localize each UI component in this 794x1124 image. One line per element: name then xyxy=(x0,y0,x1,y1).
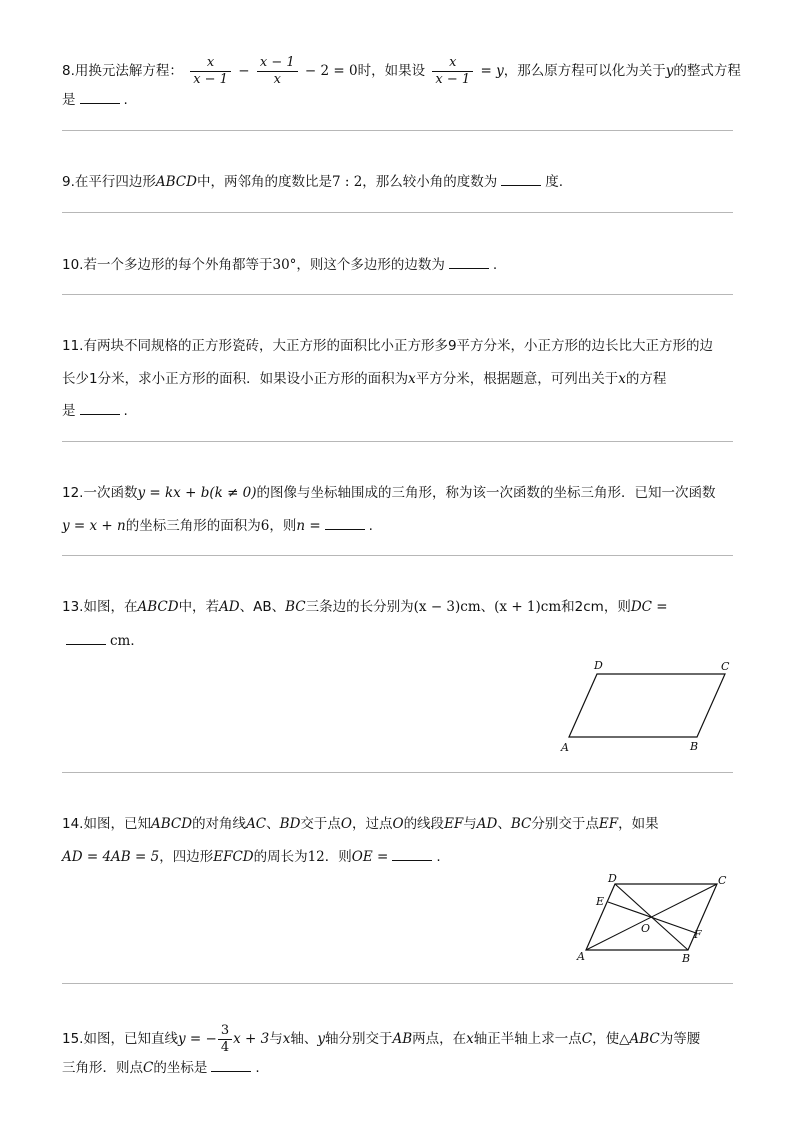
q14-perimeter: 12 xyxy=(307,849,325,865)
q15-mid3: 轴分别交于 xyxy=(324,1031,393,1048)
q12-func2: y = x + n xyxy=(62,518,126,534)
q14-line2-mid2: 的周长为 xyxy=(253,849,308,865)
q11-line2-a: 长少1分米，求小正方形的面积．如果设小正方形的面积为 xyxy=(62,371,409,387)
divider xyxy=(62,441,733,442)
q12-mid3: ，则 xyxy=(269,518,297,534)
q11-line1-text: 11.有两块不同规格的正方形瓷砖，大正方形的面积比小正方形多9平方分米，小正方形的边长比大正方形的边 xyxy=(62,338,714,354)
q14-label-o: O xyxy=(641,922,651,935)
q13-mid3: 和2cm，则 xyxy=(561,599,631,615)
q14-line2-mid3: ．则 xyxy=(324,849,352,865)
q14-label-b: B xyxy=(682,952,691,965)
q9-answer-blank[interactable] xyxy=(501,173,541,186)
q14-sep1: 、 xyxy=(266,816,280,832)
q15-x-axis2: x xyxy=(466,1031,474,1048)
q14-mid: 的对角线 xyxy=(192,816,247,832)
q12-mid: 的图像与坐标轴围成的三角形，称为该一次函数的坐标三角形．已知一次函数 xyxy=(256,485,716,501)
q8-line2-suffix: . xyxy=(123,92,128,108)
q14-o2: O xyxy=(392,816,404,832)
q14-label-d: D xyxy=(608,872,617,885)
q9-mid2: ，那么较小角的度数为 xyxy=(362,174,498,190)
q9-ratio: 7 : 2 xyxy=(331,174,363,190)
q15-answer-blank[interactable] xyxy=(211,1059,251,1072)
q8-minus: − xyxy=(238,63,250,80)
q8-frac1-num: x xyxy=(190,56,231,72)
q9-abcd: ABCD xyxy=(155,174,197,190)
q15-mid6: ，使 xyxy=(592,1031,620,1048)
q11-var-x2: x xyxy=(618,371,626,387)
q14-sep2: 、 xyxy=(497,816,511,832)
divider xyxy=(62,555,733,556)
q14-label-f: F xyxy=(694,928,702,941)
q14-label-a: A xyxy=(577,950,585,963)
q9-mid: 中，两邻角的度数比是 xyxy=(196,174,332,190)
q15-mid: 与 xyxy=(269,1031,283,1048)
q13-mid2: 三条边的长分别为 xyxy=(305,599,414,615)
q14-mid2: 交于点 xyxy=(300,816,341,832)
q8-frac3 xyxy=(432,56,473,86)
q14-abcd: ABCD xyxy=(150,816,193,832)
q8-prefix: 8.用换元法解方程： xyxy=(62,63,183,80)
q15-triangle: △ABC xyxy=(619,1031,660,1048)
q13-bc: BC xyxy=(285,599,306,615)
q14-bd: BD xyxy=(279,816,301,832)
q13-sep2: 、 xyxy=(480,599,495,615)
q14-mid6: 分别交于点 xyxy=(531,816,599,832)
q9-line xyxy=(62,172,563,192)
q8-eq-y: = y xyxy=(480,63,504,80)
q14-label-e: E xyxy=(596,895,605,908)
q14-line1 xyxy=(62,814,659,834)
q14-mid5: 与 xyxy=(463,816,477,832)
q12-suffix: . xyxy=(368,518,373,534)
q8-suffix: ，那么原方程可以化为关于 xyxy=(503,63,666,80)
q8-line2-prefix: 是 xyxy=(62,92,76,108)
q8-frac2 xyxy=(257,56,298,86)
q15-y-eq: y = − xyxy=(177,1031,217,1048)
q13-sep1: 、AB、 xyxy=(239,599,286,615)
q10-answer-blank[interactable] xyxy=(449,256,489,269)
q14-figure xyxy=(572,870,737,968)
q13-len2: (x + 1)cm xyxy=(494,599,562,615)
q10-mid: ，则这个多边形的边数为 xyxy=(296,257,445,273)
q15-mid5: 轴正半轴上求一点 xyxy=(473,1031,582,1048)
q14-ef2: EF xyxy=(598,816,619,832)
q13-len1: (x − 3)cm xyxy=(413,599,481,615)
q13-label-a: A xyxy=(561,741,569,754)
divider xyxy=(62,130,733,131)
q8-var-y: y xyxy=(665,63,674,80)
q14-answer-blank[interactable] xyxy=(392,848,432,861)
divider xyxy=(62,772,733,773)
q13-parallelogram-figure xyxy=(560,657,740,755)
q15-frac-num: 3 xyxy=(218,1024,232,1040)
q14-mid3: ，过点 xyxy=(351,816,393,832)
q14-ef: EF xyxy=(444,816,464,832)
q13-ad: AD xyxy=(219,599,240,615)
q15-c2: C xyxy=(143,1060,154,1076)
q13-dc: DC = xyxy=(630,599,668,615)
q12-line2 xyxy=(62,516,373,536)
q8-frac1-den: x − 1 xyxy=(193,71,228,87)
q11-line3-prefix: 是 xyxy=(62,403,76,419)
q11-line3-suffix: . xyxy=(123,403,128,419)
q14-prefix: 14.如图，已知 xyxy=(62,816,151,832)
q15-x-axis: x xyxy=(282,1031,291,1048)
q8-frac3-den: x − 1 xyxy=(435,71,471,87)
q13-answer-blank[interactable] xyxy=(66,632,106,645)
q8-frac3-num: x xyxy=(432,56,473,72)
q13-line2 xyxy=(62,631,144,651)
q10-suffix: . xyxy=(492,257,498,273)
q15-line2 xyxy=(62,1058,260,1078)
q15-ab: AB xyxy=(392,1031,413,1048)
q14-oe: OE = xyxy=(351,849,389,865)
q8-line1 xyxy=(62,56,741,86)
q12-line1 xyxy=(62,483,716,503)
q10-angle: 30° xyxy=(272,257,297,273)
q14-line2 xyxy=(62,847,441,867)
q14-mid4: 的线段 xyxy=(403,816,445,832)
q15-mid4: 两点，在 xyxy=(412,1031,467,1048)
q14-line2-eq: AD = 4AB = 5 xyxy=(62,849,160,865)
q8-line2 xyxy=(62,90,128,110)
q15-frac-den: 4 xyxy=(220,1039,230,1055)
q14-o: O xyxy=(340,816,352,832)
q8-frac1 xyxy=(190,56,231,86)
q13-line2-suffix: cm． xyxy=(110,633,144,649)
q14-mid7: ，如果 xyxy=(618,816,659,832)
q11-line1 xyxy=(62,336,713,356)
q9-prefix: 9.在平行四边形 xyxy=(62,174,156,190)
divider xyxy=(62,294,733,295)
q10-prefix: 10.若一个多边形的每个外角都等于 xyxy=(62,257,273,273)
q11-line2-c: 的方程 xyxy=(625,371,667,387)
q13-line1 xyxy=(62,597,668,617)
q15-mid7: 为等腰 xyxy=(659,1031,701,1048)
q14-segment-ef xyxy=(608,902,696,933)
q13-mid: 中，若 xyxy=(178,599,220,615)
q15-y-axis: y xyxy=(317,1031,325,1048)
q15-rest: x + 3 xyxy=(233,1031,270,1048)
q12-answer-blank[interactable] xyxy=(325,517,365,530)
q12-func: y = kx + b(k ≠ 0) xyxy=(137,485,257,501)
q13-parallelogram xyxy=(569,674,725,737)
q14-efcd: EFCD xyxy=(213,849,254,865)
q14-label-c: C xyxy=(718,874,727,887)
q13-label-b: B xyxy=(690,740,699,753)
q14-ad: AD xyxy=(476,816,498,832)
q14-ac: AC xyxy=(246,816,267,832)
q11-var-x: x xyxy=(408,371,416,387)
q13-label-c: C xyxy=(721,660,730,673)
q8-rest: − 2 = 0时，如果设 xyxy=(304,63,426,80)
divider xyxy=(62,983,733,984)
q15-line2-b: 的坐标是 xyxy=(153,1060,208,1076)
q14-suffix: . xyxy=(436,849,441,865)
q11-line2 xyxy=(62,369,666,389)
q14-line2-mid: ，四边形 xyxy=(159,849,214,865)
q11-line3 xyxy=(62,401,128,421)
q8-frac2-num: x − 1 xyxy=(257,56,298,72)
q15-frac xyxy=(218,1024,232,1054)
q12-area: 6 xyxy=(260,518,270,534)
q13-label-d: D xyxy=(594,659,603,672)
q15-c: C xyxy=(581,1031,593,1048)
divider xyxy=(62,212,733,213)
q11-answer-blank[interactable] xyxy=(80,402,120,415)
q10-line xyxy=(62,255,497,275)
q15-line1 xyxy=(62,1024,700,1054)
q12-prefix: 12.一次函数 xyxy=(62,485,138,501)
q15-suffix: . xyxy=(255,1060,260,1076)
q13-prefix: 13.如图，在 xyxy=(62,599,138,615)
q8-suffix2: 的整式方程 xyxy=(673,63,741,80)
q12-mid2: 的坐标三角形的面积为 xyxy=(125,518,261,534)
q9-suffix: 度. xyxy=(545,174,564,190)
q8-answer-blank[interactable] xyxy=(80,91,120,104)
q8-frac2-den: x xyxy=(273,71,281,87)
q15-line2-a: 三角形．则点 xyxy=(62,1060,143,1076)
q11-line2-b: 平方分米，根据题意，可列出关于 xyxy=(415,371,619,387)
q12-n-eq: n = xyxy=(296,518,321,534)
q15-prefix: 15.如图，已知直线 xyxy=(62,1031,178,1048)
q14-bc: BC xyxy=(510,816,532,832)
q13-abcd: ABCD xyxy=(137,599,179,615)
q15-mid2: 轴、 xyxy=(290,1031,318,1048)
